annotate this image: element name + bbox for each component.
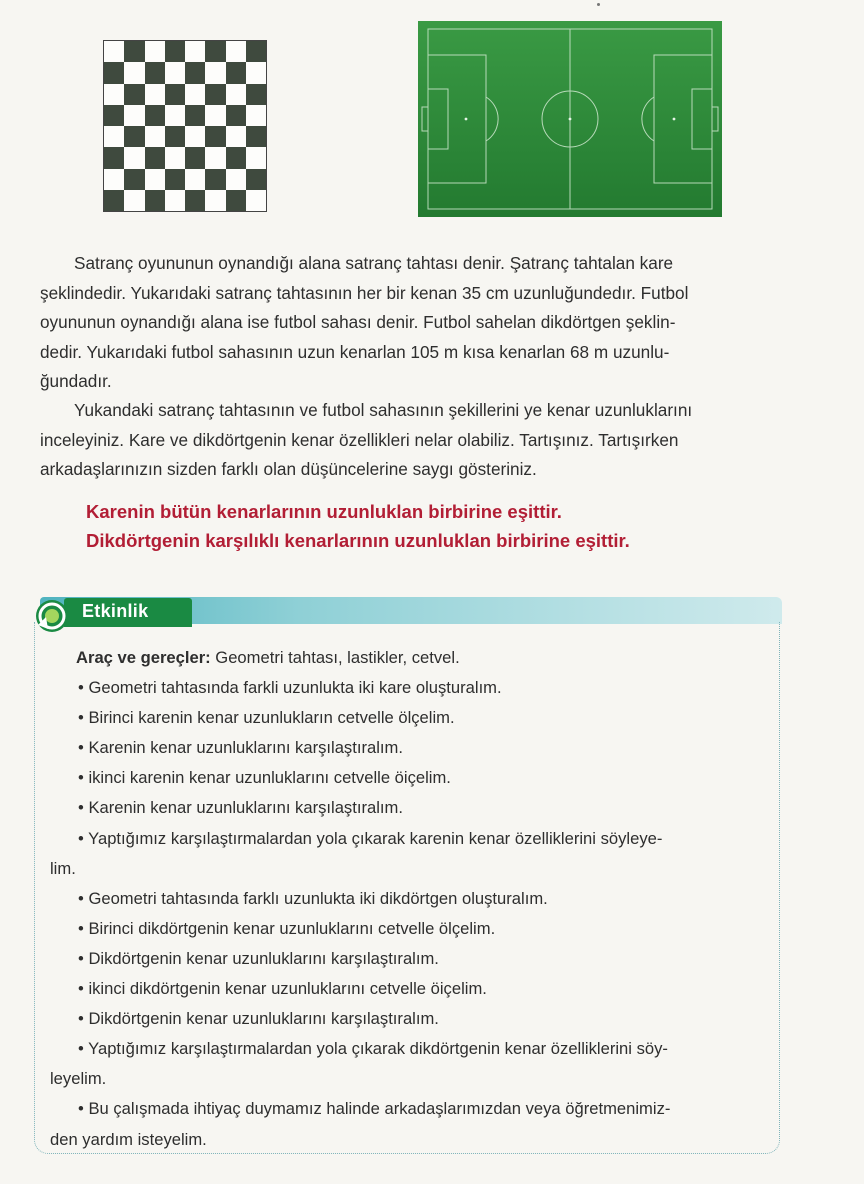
list-item	[50, 703, 772, 733]
list-item-text: Karenin kenar uzunluklarını karşılaştıralım.	[88, 798, 403, 818]
bullet-icon: •	[78, 888, 84, 908]
bullet-icon: •	[78, 828, 84, 848]
chessboard-square	[124, 190, 144, 211]
list-item	[50, 1004, 772, 1034]
football-pitch-image	[418, 21, 722, 217]
bullet-icon: •	[78, 1099, 84, 1119]
chessboard-square	[226, 169, 246, 190]
list-item-text: ikinci karenin kenar uzunluklarını cetvelle öiçelim.	[88, 768, 451, 788]
chessboard-square	[205, 105, 225, 126]
list-item-text: Dikdörtgenin kenar uzunluklarını karşılaştıralım.	[88, 948, 439, 968]
chessboard-square	[145, 84, 165, 105]
chessboard-square	[185, 147, 205, 168]
list-item	[50, 673, 772, 703]
chessboard-square	[205, 190, 225, 211]
chessboard-square	[165, 126, 185, 147]
chessboard-square	[185, 41, 205, 62]
bullet-icon: •	[78, 678, 84, 698]
chessboard-square	[145, 62, 165, 83]
list-item	[50, 944, 772, 974]
chessboard-square	[226, 62, 246, 83]
chessboard-square	[145, 169, 165, 190]
chessboard-square	[124, 105, 144, 126]
list-item	[50, 884, 772, 914]
chessboard-square	[145, 126, 165, 147]
chessboard-square	[246, 147, 266, 168]
chessboard-square	[185, 105, 205, 126]
activity-icon	[34, 597, 70, 635]
chessboard-square	[104, 41, 124, 62]
list-item-text: Yaptığımız karşılaştırmalardan yola çıkarak dikdörtgenin kenar özelliklerini söy-	[88, 1039, 668, 1059]
chessboard-square	[145, 105, 165, 126]
list-item-text: Birinci karenin kenar uzunlukların cetvelle ölçelim.	[88, 708, 455, 728]
chessboard-square	[205, 126, 225, 147]
intro-p1-line-4: dedir. Yukarıdaki futbol sahasının uzun kenarlan 105 m kısa kenarlan 68 m uzunlu-	[40, 341, 670, 362]
chessboard-square	[185, 84, 205, 105]
chessboard-square	[124, 169, 144, 190]
list-item-text: Geometri tahtasında farkli uzunlukta iki kare oluşturalım.	[88, 678, 502, 698]
intro-paragraph-1	[40, 249, 780, 397]
bullet-icon: •	[78, 979, 84, 999]
chessboard-square	[165, 147, 185, 168]
intro-p2-line-1: Yukandaki satranç tahtasının ve futbol sahasının şekillerini ye kenar uzunluklarını	[74, 400, 693, 420]
chessboard-square	[104, 126, 124, 147]
list-item	[50, 1034, 772, 1064]
intro-p2-line-3: arkadaşlarınızın sizden farklı olan düşüncelerine saygı gösteriniz.	[40, 459, 537, 479]
chessboard-square	[246, 105, 266, 126]
chessboard-square	[226, 190, 246, 211]
list-item	[50, 824, 772, 854]
chessboard-square	[185, 126, 205, 147]
list-item	[50, 914, 772, 944]
chessboard-square	[104, 147, 124, 168]
list-item-text: Birinci dikdörtgenin kenar uzunluklarını cetvelle ölçelim.	[88, 918, 496, 938]
chessboard-square	[185, 62, 205, 83]
chessboard-square	[226, 105, 246, 126]
chessboard-square	[185, 190, 205, 211]
chessboard-square	[104, 169, 124, 190]
list-item-text: Dikdörtgenin kenar uzunluklarını karşılaştıralım.	[88, 1009, 439, 1029]
bullet-icon: •	[78, 948, 84, 968]
chessboard-square	[124, 41, 144, 62]
pitch-right-penalty-spot	[673, 118, 676, 121]
list-item-text: Karenin kenar uzunluklarını karşılaştıralım.	[88, 738, 403, 758]
chessboard-square	[205, 41, 225, 62]
chessboard-square	[104, 84, 124, 105]
chessboard-square	[165, 169, 185, 190]
chessboard-square	[205, 147, 225, 168]
pitch-center-spot	[569, 118, 572, 121]
chessboard-square	[145, 41, 165, 62]
list-item	[50, 763, 772, 793]
chessboard-square	[165, 62, 185, 83]
list-item	[50, 974, 772, 1004]
list-item	[50, 793, 772, 823]
bullet-icon: •	[78, 1009, 84, 1029]
bullet-icon: •	[78, 918, 84, 938]
list-item-continuation: leyelim.	[50, 1069, 107, 1089]
chessboard-square	[165, 41, 185, 62]
intro-p1-line-5: ğundadır.	[40, 371, 112, 391]
chessboard-square	[246, 169, 266, 190]
chessboard-square	[165, 105, 185, 126]
intro-p1-line-3: oyununun oynandığı alana ise futbol sahası denir. Futbol sahelan dikdörtgen şeklin-	[40, 312, 676, 332]
list-item-text: Yaptığımız karşılaştırmalardan yola çıkarak karenin kenar özelliklerini söyleye-	[88, 828, 663, 848]
chessboard-square	[145, 147, 165, 168]
intro-paragraph-2	[40, 396, 780, 485]
chessboard-square	[104, 105, 124, 126]
conclusion-square: Karenin bütün kenarlarının uzunluklan birbirine eşittir.	[86, 501, 562, 522]
intro-p1-line-1: Satranç oyununun oynandığı alana satranç tahtası denir. Şatranç tahtalan kare	[74, 253, 674, 273]
chessboard-square	[124, 126, 144, 147]
chessboard-square	[185, 169, 205, 190]
chessboard-square	[246, 62, 266, 83]
chessboard-square	[246, 190, 266, 211]
chessboard-square	[124, 84, 144, 105]
chessboard-square	[246, 126, 266, 147]
page-mark	[597, 3, 600, 6]
chessboard-square	[226, 147, 246, 168]
list-item	[50, 1094, 772, 1124]
list-item-text: ikinci dikdörtgenin kenar uzunluklarını cetvelle öiçelim.	[88, 979, 487, 999]
activity-title: Etkinlik	[82, 601, 149, 621]
list-item	[50, 733, 772, 763]
chessboard-square	[226, 126, 246, 147]
pitch-left-penalty-spot	[465, 118, 468, 121]
chessboard-square	[104, 190, 124, 211]
chessboard-square	[226, 41, 246, 62]
chessboard-square	[124, 62, 144, 83]
chessboard-square	[205, 62, 225, 83]
chessboard-square	[226, 84, 246, 105]
chessboard-square	[205, 84, 225, 105]
list-item-text: Geometri tahtasında farklı uzunlukta iki dikdörtgen oluşturalım.	[88, 888, 548, 908]
list-item-continuation: den yardım isteyelim.	[50, 1129, 207, 1149]
chessboard-square	[165, 84, 185, 105]
bullet-icon: •	[78, 768, 84, 788]
intro-p1-line-2: şeklindedir. Yukarıdaki satranç tahtasının her bir kenan 35 cm uzunluğundedır. Futbol	[40, 282, 689, 303]
chessboard-square	[246, 84, 266, 105]
tools-label: Araç ve gereçler:	[76, 648, 211, 667]
chessboard-square	[246, 41, 266, 62]
bullet-icon: •	[78, 1039, 84, 1059]
list-item-continuation: lim.	[50, 858, 76, 878]
tools-value: Geometri tahtası, lastikler, cetvel.	[210, 648, 460, 667]
list-item-text: Bu çalışmada ihtiyaç duymamız halinde arkadaşlarımızdan veya öğretmenimiz-	[88, 1099, 671, 1119]
conclusion-rectangle: Dikdörtgenin karşılıklı kenarlarının uzunluklan birbirine eşittir.	[86, 530, 630, 551]
chessboard-image	[103, 40, 267, 212]
chessboard-square	[104, 62, 124, 83]
chessboard-square	[145, 190, 165, 211]
chessboard-square	[165, 190, 185, 211]
chessboard-square	[205, 169, 225, 190]
activity-content	[50, 643, 772, 1155]
chessboard-square	[124, 147, 144, 168]
bullet-icon: •	[78, 738, 84, 758]
intro-p2-line-2: inceleyiniz. Kare ve dikdörtgenin kenar özellikleri nelar olabiliz. Tartışınız. Tartışırken	[40, 429, 679, 450]
bullet-icon: •	[78, 708, 84, 728]
tools-line	[50, 643, 772, 673]
bullet-icon: •	[78, 798, 84, 818]
conclusion-highlight	[86, 497, 806, 555]
